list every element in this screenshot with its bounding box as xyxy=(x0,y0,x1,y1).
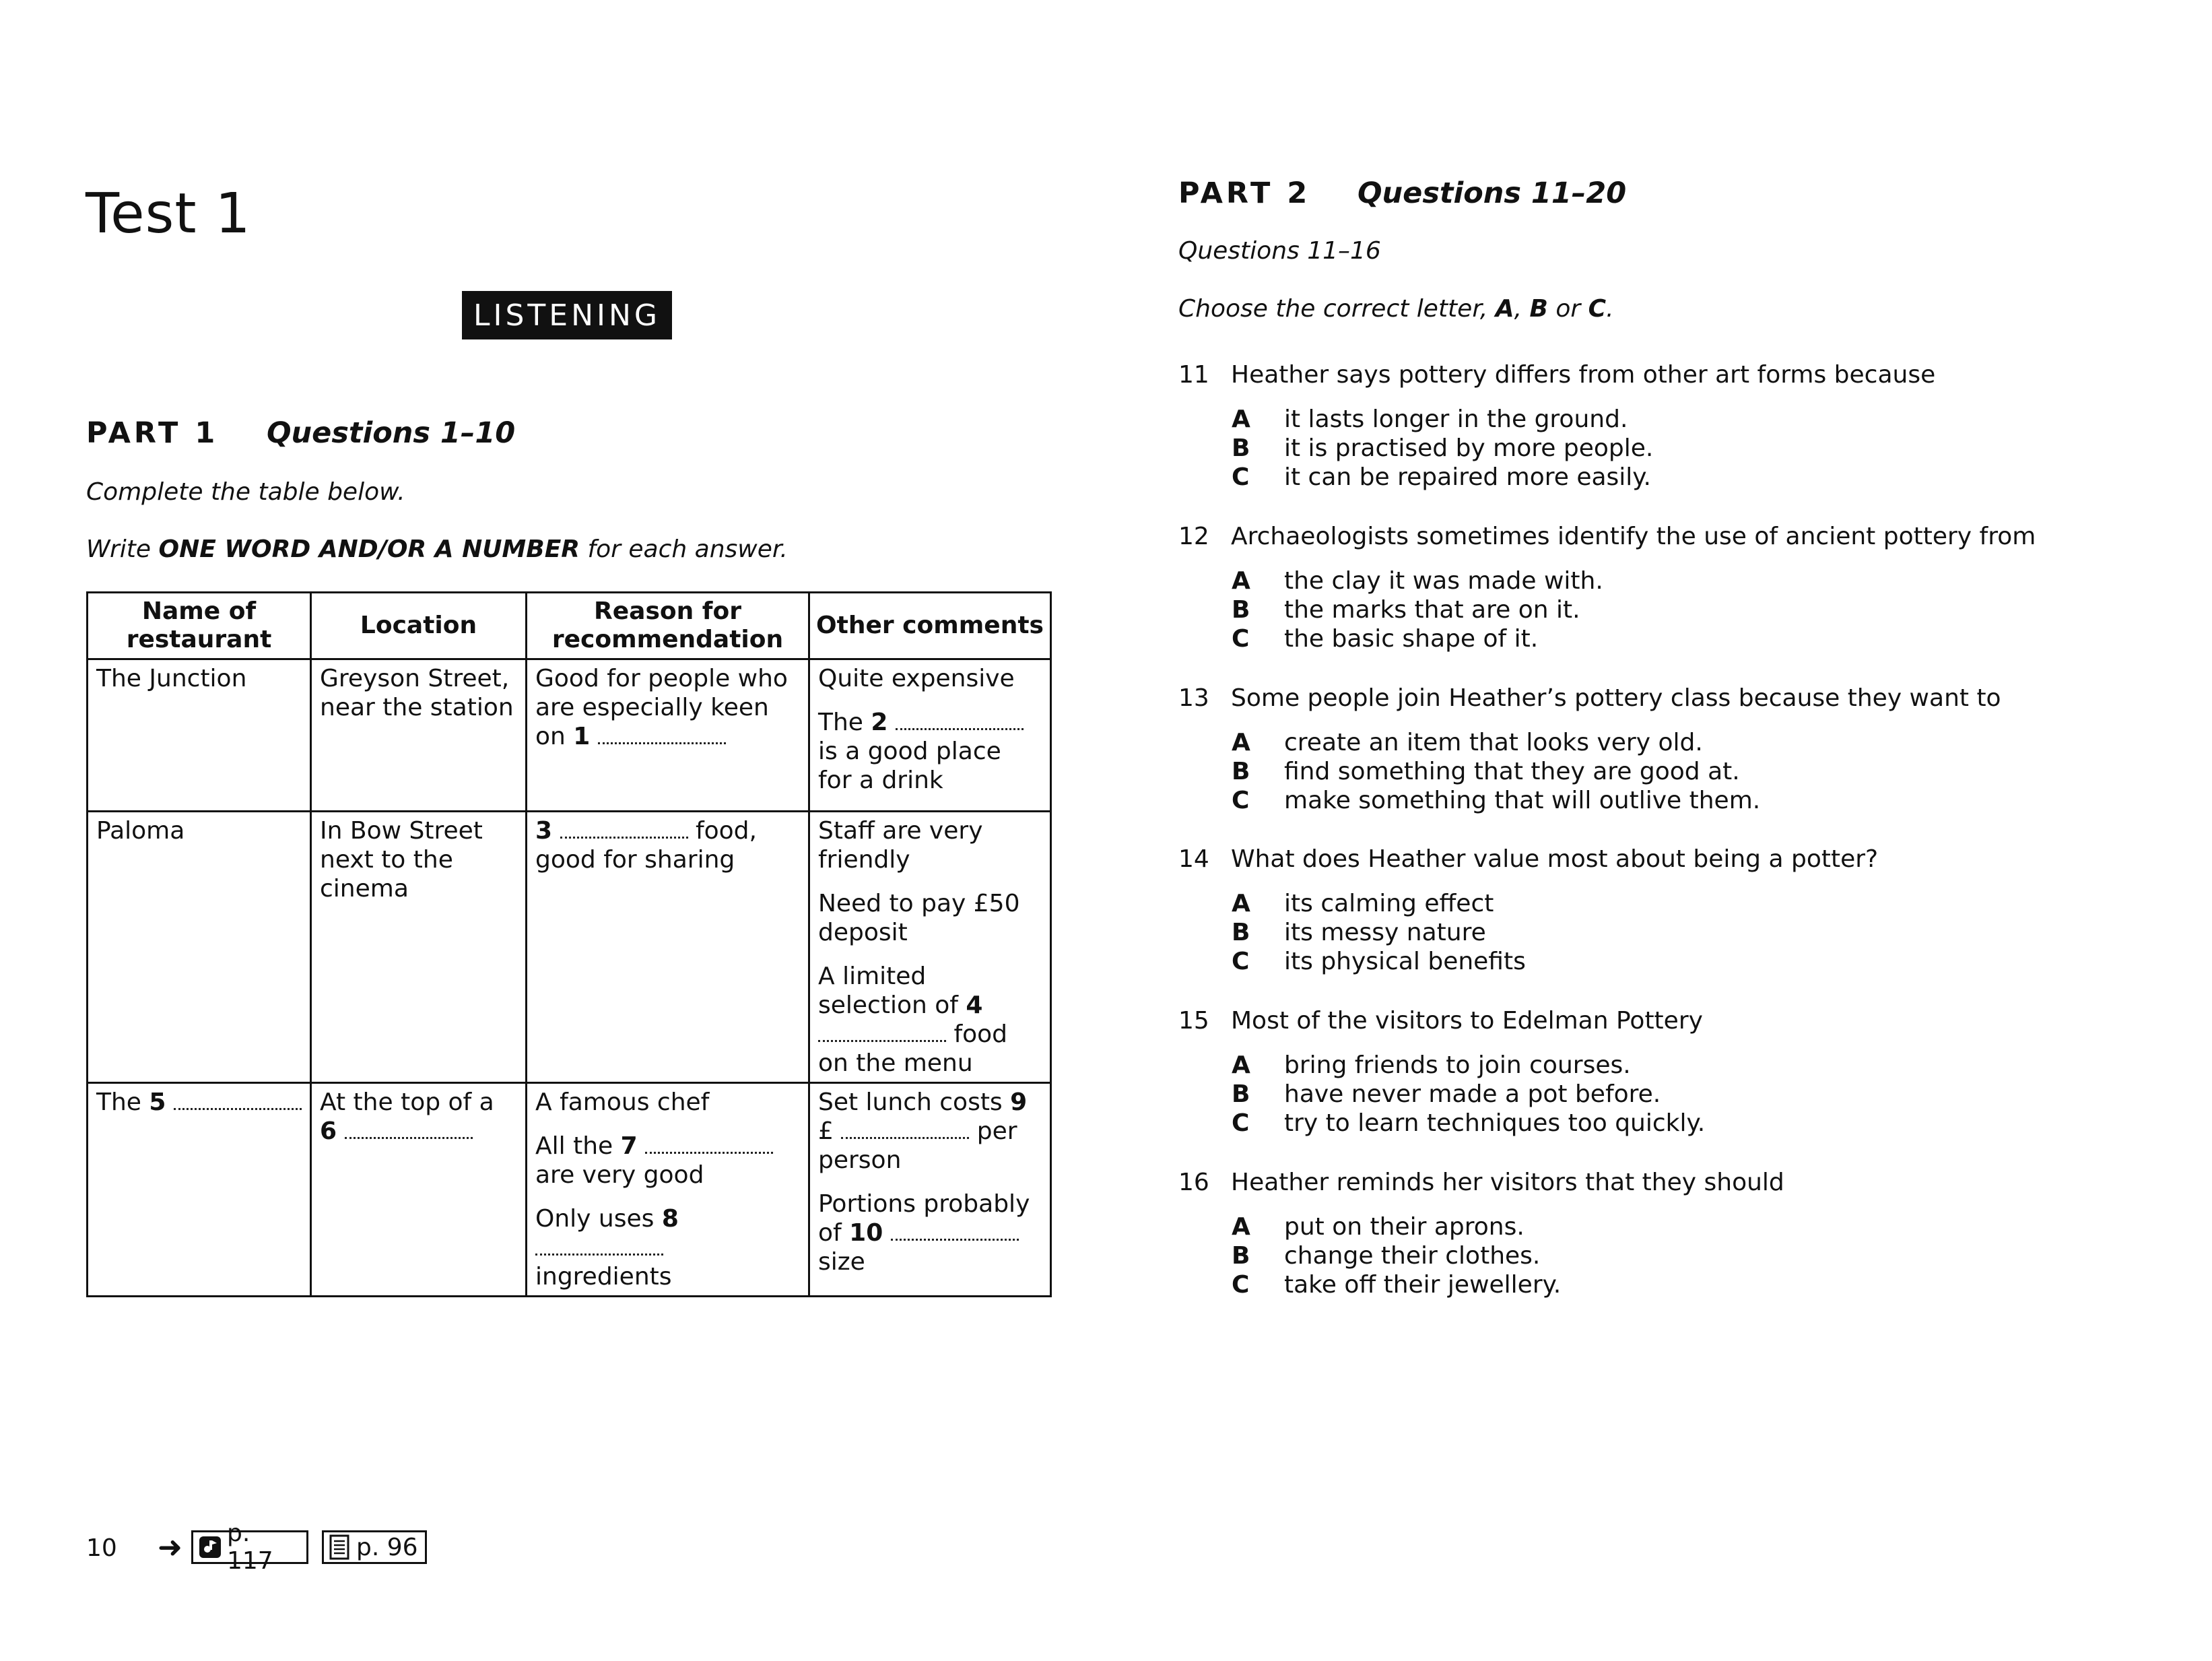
cell-text: Staff are very friendly xyxy=(818,817,983,874)
option-text[interactable]: have never made a pot before. xyxy=(1284,1080,1661,1108)
header-comments: Other comments xyxy=(809,593,1051,659)
cell-comments xyxy=(809,659,1051,812)
cell-text: Only uses xyxy=(535,1205,662,1233)
question-number: 4 xyxy=(966,991,983,1019)
option-text[interactable]: make something that will outlive them. xyxy=(1284,787,1761,814)
answer-blank[interactable] xyxy=(896,727,1024,730)
instr-text: Choose the correct letter, xyxy=(1178,295,1496,323)
cell-text: The xyxy=(96,1088,149,1116)
part1-questions: Questions 1–10 xyxy=(267,416,516,450)
cell-name: The Junction xyxy=(88,659,311,812)
header-name: Name of restaurant xyxy=(88,593,311,659)
option-letter[interactable]: B xyxy=(1232,919,1250,946)
question-number: 13 xyxy=(1178,684,1209,712)
transcript-ref-label: p. 96 xyxy=(356,1533,418,1561)
answer-blank[interactable] xyxy=(645,1151,773,1154)
option-letter[interactable]: C xyxy=(1232,625,1250,653)
option-text[interactable]: put on their aprons. xyxy=(1284,1213,1524,1241)
section-badge: LISTENING xyxy=(462,291,672,339)
audio-ref-label: p. 117 xyxy=(227,1520,273,1575)
cell-text: A famous chef xyxy=(535,1088,710,1116)
instr-text: . xyxy=(1606,295,1614,323)
instr-text: , xyxy=(1514,295,1530,323)
part2-questions: Questions 11–20 xyxy=(1358,176,1627,210)
part1-label: PART 1 xyxy=(86,416,219,450)
question-number: 11 xyxy=(1178,361,1209,389)
option-letter[interactable]: A xyxy=(1232,890,1250,917)
option-letter[interactable]: B xyxy=(1232,1080,1250,1108)
question-number: 7 xyxy=(620,1132,638,1160)
answer-blank[interactable] xyxy=(598,742,726,744)
answer-blank[interactable] xyxy=(841,1136,969,1139)
audio-icon xyxy=(199,1536,222,1559)
question-number: 10 xyxy=(849,1219,883,1247)
option-letter[interactable]: A xyxy=(1232,729,1250,756)
option-text[interactable]: create an item that looks very old. xyxy=(1284,729,1703,756)
option-letter[interactable]: C xyxy=(1232,787,1250,814)
option-letter[interactable]: B xyxy=(1232,1242,1250,1270)
header-reason: Reason for recommendation xyxy=(527,593,809,659)
answer-blank[interactable] xyxy=(891,1238,1019,1241)
question-number: 3 xyxy=(535,817,553,845)
page-number: 10 xyxy=(86,1534,117,1562)
option-text[interactable]: it is practised by more people. xyxy=(1284,434,1654,462)
answer-blank[interactable] xyxy=(174,1107,302,1110)
part2-instruction xyxy=(1178,295,1614,323)
question-number: 6 xyxy=(320,1117,337,1145)
option-letter[interactable]: C xyxy=(1232,463,1250,491)
question-number: 15 xyxy=(1178,1007,1209,1035)
option-text[interactable]: take off their jewellery. xyxy=(1284,1271,1562,1299)
cell-reason xyxy=(527,812,809,1083)
cell-text: Good for people who are especially keen on xyxy=(535,665,788,750)
cell-name: Paloma xyxy=(88,812,311,1083)
cell-text: Need to pay £50 deposit xyxy=(818,890,1020,946)
option-text[interactable]: try to learn techniques too quickly. xyxy=(1284,1109,1706,1137)
option-text[interactable]: find something that they are good at. xyxy=(1284,758,1740,785)
option-text[interactable]: the basic shape of it. xyxy=(1284,625,1539,653)
page-title: Test 1 xyxy=(86,182,251,246)
instr-bold: C xyxy=(1588,295,1607,323)
cell-text: food on the menu xyxy=(818,1020,1008,1077)
cell-text: size xyxy=(818,1248,865,1276)
cell-comments xyxy=(809,1083,1051,1297)
header-location: Location xyxy=(311,593,527,659)
option-text[interactable]: its calming effect xyxy=(1284,890,1494,917)
question-number: 14 xyxy=(1178,845,1209,873)
option-letter[interactable]: C xyxy=(1232,1271,1250,1299)
option-letter[interactable]: A xyxy=(1232,567,1250,595)
option-text[interactable]: the marks that are on it. xyxy=(1284,596,1580,624)
instr-text: for each answer. xyxy=(580,535,788,563)
part1-instruction-1: Complete the table below. xyxy=(86,478,405,506)
table-row xyxy=(88,812,1051,1083)
cell-name xyxy=(88,1083,311,1297)
option-text[interactable]: bring friends to join courses. xyxy=(1284,1051,1631,1079)
option-letter[interactable]: B xyxy=(1232,434,1250,462)
question-text: Heather reminds her visitors that they should xyxy=(1231,1169,1784,1196)
option-text[interactable]: the clay it was made with. xyxy=(1284,567,1603,595)
question-number: 5 xyxy=(149,1088,166,1116)
option-letter[interactable]: A xyxy=(1232,1051,1250,1079)
restaurant-table xyxy=(86,591,1052,1297)
answer-blank[interactable] xyxy=(560,836,688,839)
cell-location: Greyson Street, near the station xyxy=(311,659,527,812)
question-text: Some people join Heather’s pottery class because they want to xyxy=(1231,684,2001,712)
cell-text: per person xyxy=(818,1117,1017,1174)
answer-blank[interactable] xyxy=(345,1136,473,1139)
arrow-icon: ➜ xyxy=(158,1530,182,1565)
transcript-ref-link[interactable] xyxy=(322,1530,427,1564)
option-letter[interactable]: B xyxy=(1232,758,1250,785)
cell-text: The xyxy=(818,709,871,736)
cell-text: Set lunch costs xyxy=(818,1088,1003,1116)
audio-ref-link[interactable] xyxy=(191,1520,308,1575)
cell-text: are very good xyxy=(535,1161,704,1189)
cell-location xyxy=(311,1083,527,1297)
table-header-row xyxy=(88,593,1051,659)
option-text[interactable]: it can be repaired more easily. xyxy=(1284,463,1651,491)
cell-text: A limited selection of xyxy=(818,963,966,1019)
part2-subheading: Questions 11–16 xyxy=(1178,237,1381,265)
option-text[interactable]: change their clothes. xyxy=(1284,1242,1541,1270)
option-letter[interactable]: A xyxy=(1232,1213,1250,1241)
option-text[interactable]: its messy nature xyxy=(1284,919,1486,946)
instr-bold: A xyxy=(1495,295,1514,323)
option-letter[interactable]: C xyxy=(1232,948,1250,975)
instr-bold: B xyxy=(1529,295,1548,323)
table-row xyxy=(88,659,1051,812)
cell-reason xyxy=(527,659,809,812)
cell-text: Portions probably of xyxy=(818,1190,1030,1247)
cell-comments xyxy=(809,812,1051,1083)
option-letter[interactable]: B xyxy=(1232,596,1250,624)
part1-instruction-2 xyxy=(86,535,788,563)
instr-text: Write xyxy=(86,535,159,563)
question-number: 12 xyxy=(1178,523,1209,550)
instr-bold: ONE WORD AND/OR A NUMBER xyxy=(158,535,580,563)
table-row xyxy=(88,1083,1051,1297)
answer-blank[interactable] xyxy=(535,1253,663,1256)
cell-text: food, good for sharing xyxy=(535,817,757,874)
question-number: 9 xyxy=(1010,1088,1028,1116)
option-letter[interactable]: C xyxy=(1232,1109,1250,1137)
option-text[interactable]: it lasts longer in the ground. xyxy=(1284,405,1628,433)
cell-text: is a good place for a drink xyxy=(818,738,1001,794)
cell-text: At the top of a xyxy=(320,1088,494,1116)
question-number: 2 xyxy=(871,709,888,736)
question-text: Archaeologists sometimes identify the use of ancient pottery from xyxy=(1231,523,2036,550)
cell-text: £ xyxy=(818,1117,834,1145)
cell-text: All the xyxy=(535,1132,621,1160)
cell-text: ingredients xyxy=(535,1263,672,1291)
answer-blank[interactable] xyxy=(818,1039,946,1042)
cell-reason xyxy=(527,1083,809,1297)
question-text: Heather says pottery differs from other art forms because xyxy=(1231,361,1936,389)
option-letter[interactable]: A xyxy=(1232,405,1250,433)
transcript-icon xyxy=(329,1534,349,1560)
question-number: 1 xyxy=(573,723,591,750)
question-number: 16 xyxy=(1178,1169,1209,1196)
question-number: 8 xyxy=(661,1205,679,1233)
part2-label: PART 2 xyxy=(1178,176,1311,210)
instr-text: or xyxy=(1547,295,1588,323)
question-text: What does Heather value most about being a potter? xyxy=(1231,845,1879,873)
cell-location: In Bow Street next to the cinema xyxy=(311,812,527,1083)
cell-text: Quite expensive xyxy=(818,665,1015,692)
option-text[interactable]: its physical benefits xyxy=(1284,948,1526,975)
question-text: Most of the visitors to Edelman Pottery xyxy=(1231,1007,1703,1035)
